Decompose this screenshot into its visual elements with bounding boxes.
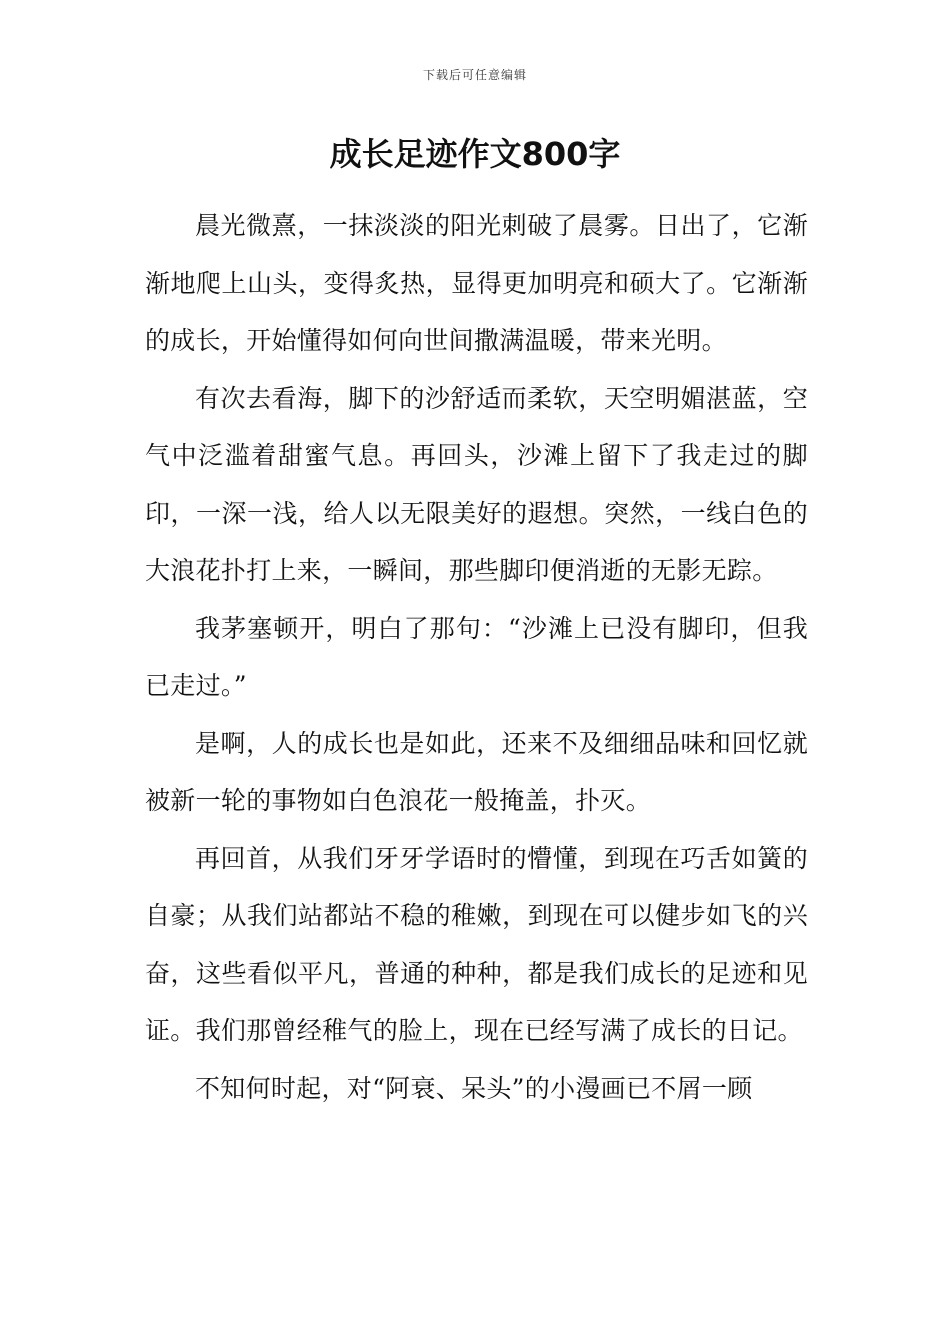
document-title: 成长足迹作文800字 bbox=[329, 135, 621, 173]
paragraph-3: 我茅塞顿开，明白了那句：“沙滩上已没有脚印，但我已走过。” bbox=[145, 613, 808, 700]
paragraph-4: 是啊，人的成长也是如此，还来不及细细品味和回忆就被新一轮的事物如白色浪花一般掩盖，扑灭。 bbox=[145, 728, 808, 815]
header-note: 下载后可任意编辑 bbox=[422, 68, 527, 82]
paragraph-5: 再回首，从我们牙牙学语时的懵懂，到现在巧舌如簧的自豪；从我们站都站不稳的稚嫩，到现在可以健步如飞的兴奋，这些看似平凡，普通的种种，都是我们成长的足迹和见证。我们那曾经稚气的脸上，现在已经写满了成长的日记。 bbox=[145, 843, 808, 1045]
paragraph-2: 有次去看海，脚下的沙舒适而柔软，天空明媚湛蓝，空气中泛滥着甜蜜气息。再回头，沙滩上留下了我走过的脚印，一深一浅，给人以无限美好的遐想。突然，一线白色的大浪花扑打上来，一瞬间，那些脚印便消逝的无影无踪。 bbox=[145, 383, 808, 585]
paragraph-6: 不知何时起，对“阿衰、呆头”的小漫画已不屑一顾 bbox=[195, 1073, 753, 1103]
essay-body bbox=[145, 197, 808, 1117]
paragraph-1: 晨光微熹，一抹淡淡的阳光刺破了晨雾。日出了，它渐渐地爬上山头，变得炙热，显得更加明亮和硕大了。它渐渐的成长，开始懂得如何向世间撒满温暖，带来光明。 bbox=[145, 211, 808, 355]
